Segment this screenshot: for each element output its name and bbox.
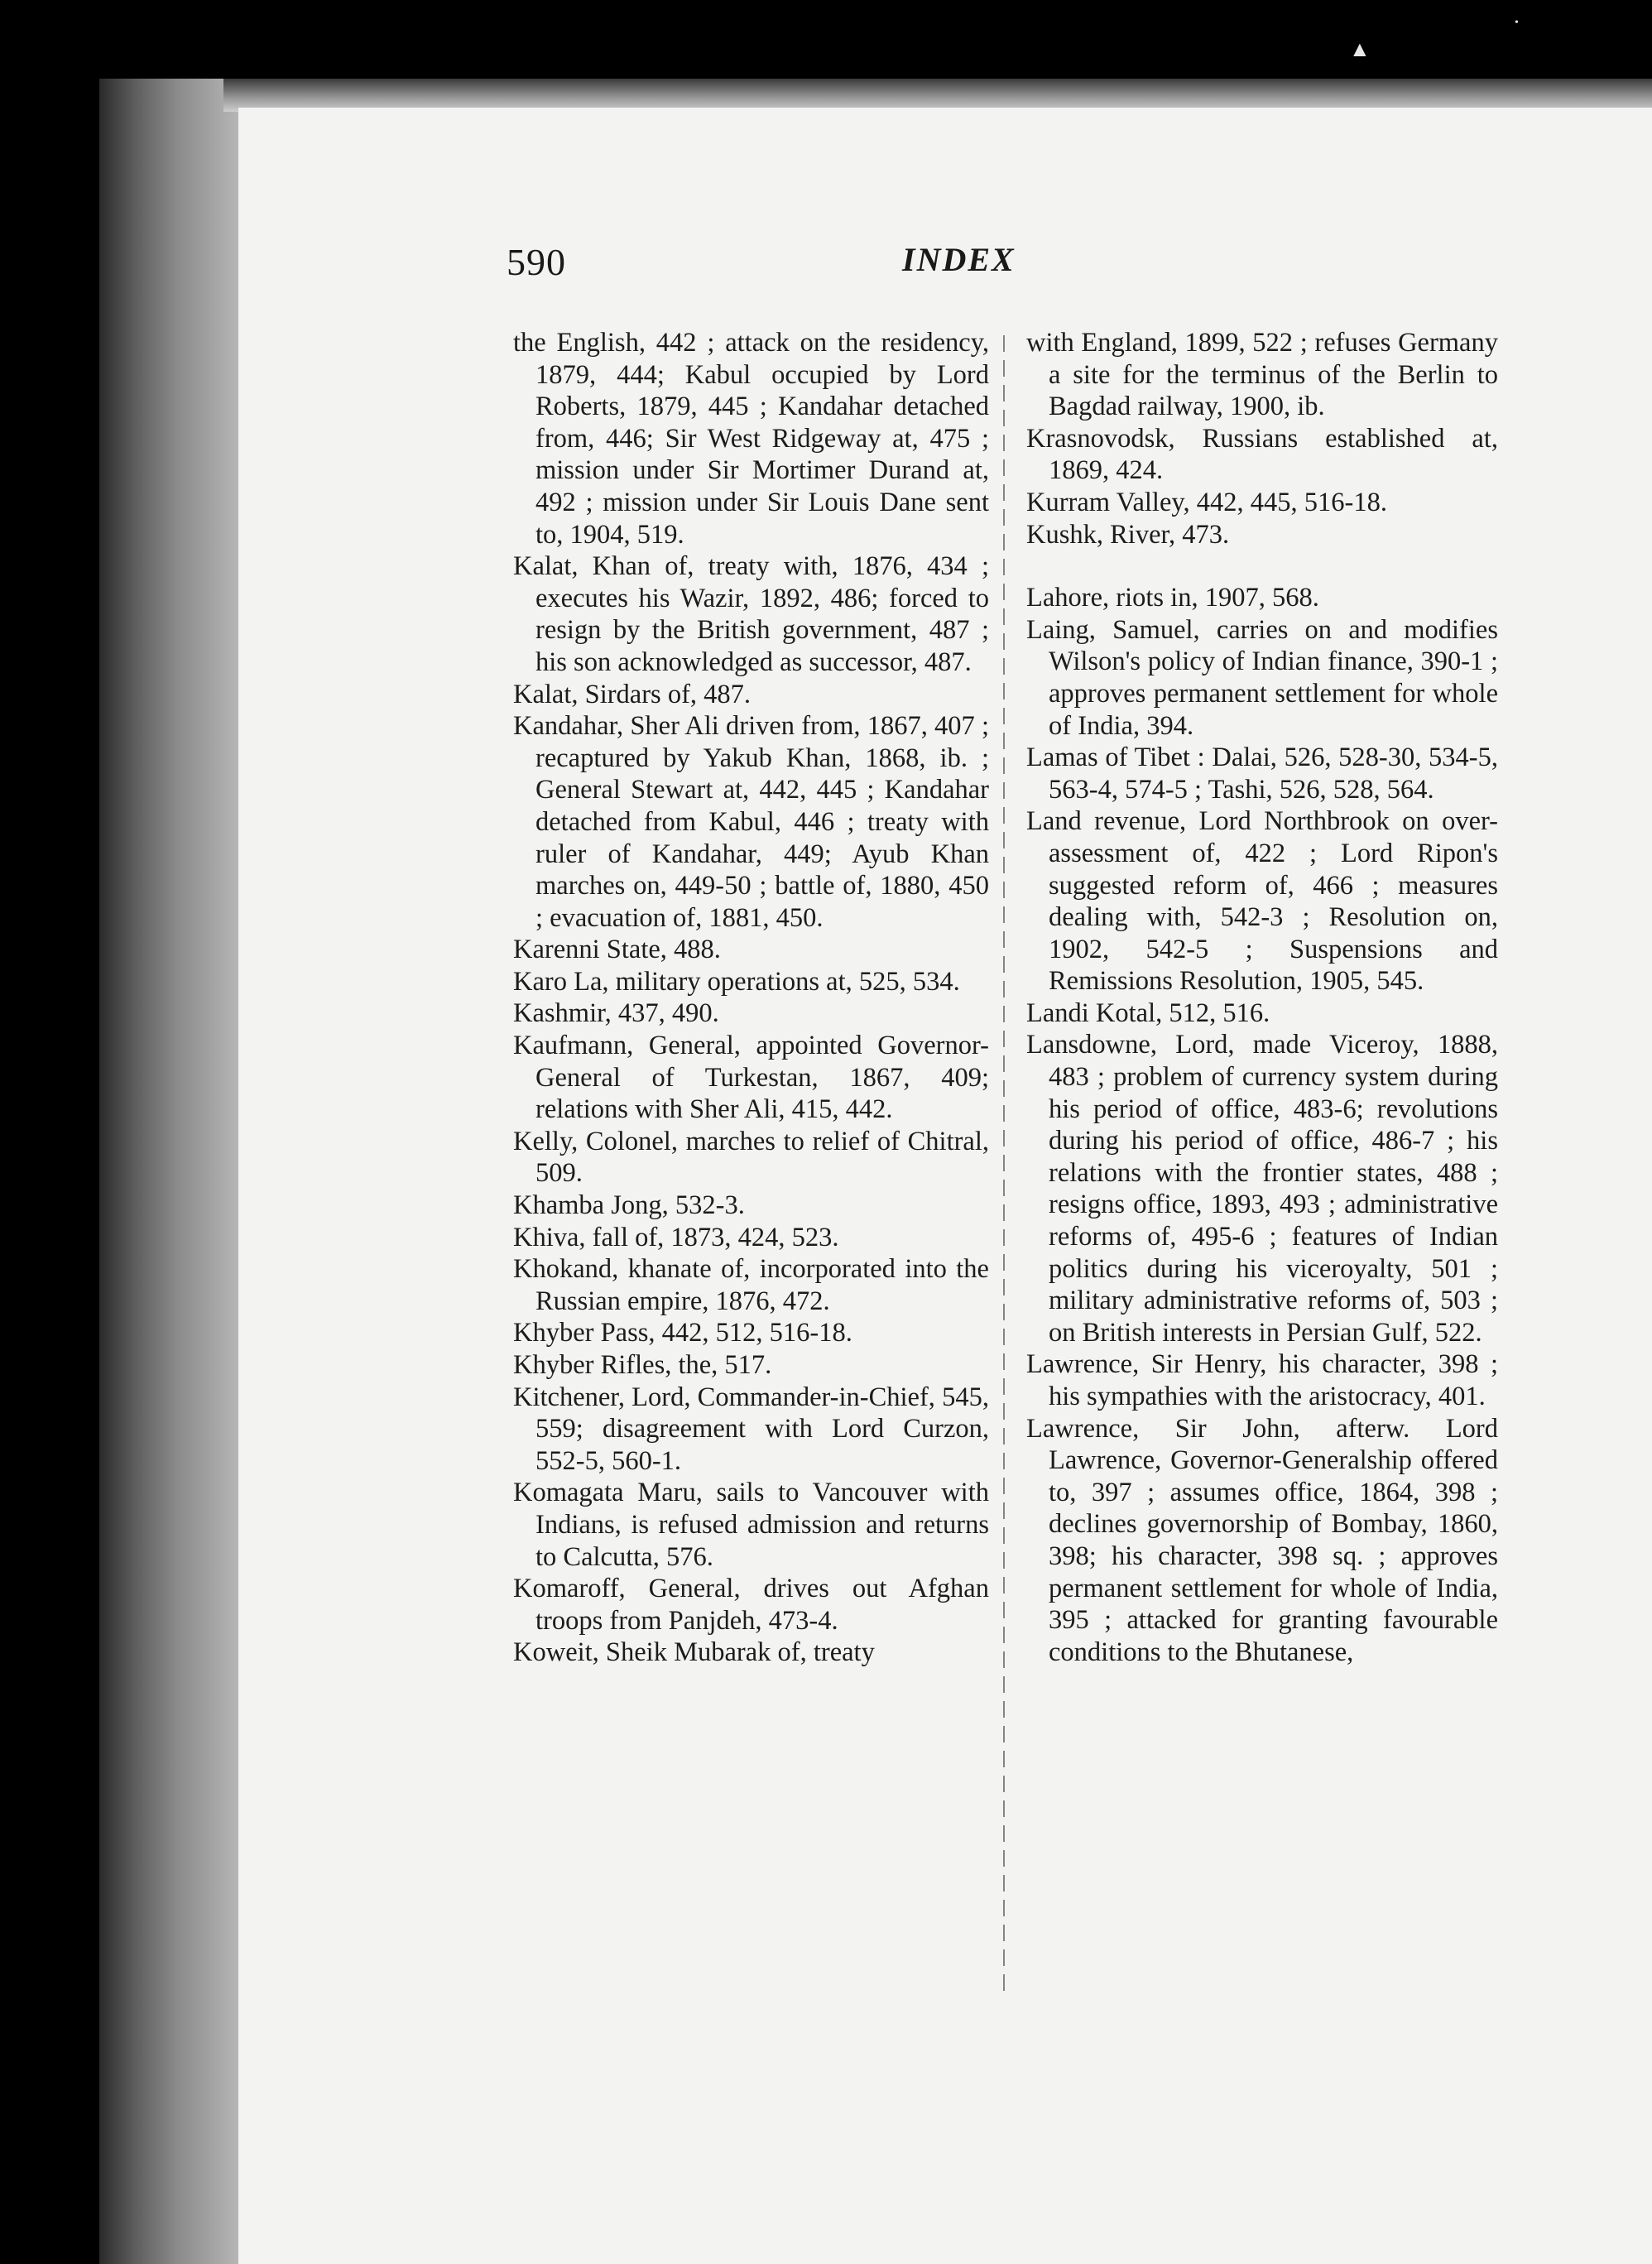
index-entry: the English, 442 ; attack on the residency, 1879, 444; Kabul occupied by Lord Roberts, 1879, 445 ; Kandahar detached from, 446; Sir West Ridgeway at, 475 ; mission under Sir Mortimer Durand at, 492 ; mission under Sir Louis Dane sent to, 1904, 519. bbox=[513, 328, 989, 550]
index-entry: Laing, Samuel, carries on and modifies Wilson's policy of Indian finance, 390-1 ; approves permanent settlement for whole of India, 394. bbox=[1026, 614, 1498, 741]
index-entry: with England, 1899, 522 ; refuses Germany a site for the terminus of the Berlin to Bagdad railway, 1900, ib. bbox=[1026, 328, 1498, 422]
index-entry: Kitchener, Lord, Commander-in-Chief, 545, 559; disagreement with Lord Curzon, 552-5, 560-1. bbox=[513, 1382, 989, 1476]
index-entry: Khamba Jong, 532-3. bbox=[513, 1190, 745, 1221]
index-entry: Komaroff, General, drives out Afghan troops from Panjdeh, 473-4. bbox=[513, 1574, 989, 1636]
index-entry: Khiva, fall of, 1873, 424, 523. bbox=[513, 1222, 839, 1252]
index-entry: Kalat, Sirdars of, 487. bbox=[513, 679, 752, 709]
index-entry: Lahore, riots in, 1907, 568. bbox=[1026, 583, 1319, 613]
index-entry: Komagata Maru, sails to Vancouver with Indians, is refused admission and returns to Calcutta, 576. bbox=[513, 1478, 989, 1572]
index-entry: Kandahar, Sher Ali driven from, 1867, 407 ; recaptured by Yakub Khan, 1868, ib. ; General Stewart at, 442, 445 ; Kandahar detached from Kabul, 446 ; treaty with ruler of Kandahar, 449; Ayub Khan marches on, 449-50 ; battle of, 1880, 450 ; evacuation of, 1881, 450. bbox=[513, 711, 989, 933]
index-entry: Karo La, military operations at, 525, 534. bbox=[513, 966, 960, 997]
index-entry: Khyber Pass, 442, 512, 516-18. bbox=[513, 1318, 852, 1348]
column-rule bbox=[1003, 335, 1005, 1995]
index-column-left bbox=[513, 327, 989, 1669]
index-entry: Lansdowne, Lord, made Viceroy, 1888, 483 ; problem of currency system during his period of office, 483-6; revolutions during his period of office, 486-7 ; his relations with the frontier states, 488 ; resigns office, 1893, 493 ; administrative reforms of, 495-6 ; features of Indian politics during his viceroyalty, 501 ; military administrative reforms of, 503 ; on British interests in Persian Gulf, 522. bbox=[1026, 1030, 1498, 1348]
index-entry: Kelly, Colonel, marches to relief of Chitral, 509. bbox=[513, 1126, 989, 1189]
index-entry: Kaufmann, General, appointed Governor-General of Turkestan, 1867, 409; relations with Sher Ali, 415, 442. bbox=[513, 1031, 989, 1125]
corner-mark-icon: ▲ bbox=[1349, 37, 1371, 61]
page-edge-shadow bbox=[99, 79, 240, 2264]
index-entry: Land revenue, Lord Northbrook on over-assessment of, 422 ; Lord Ripon's suggested reform of, 466 ; measures dealing with, 542-3 ; Resolution on, 1902, 542-5 ; Suspensions and Remissions Resolution, 1905, 545. bbox=[1026, 806, 1498, 997]
index-entry: Krasnovodsk, Russians established at, 1869, 424. bbox=[1026, 423, 1498, 486]
page-top-edge bbox=[223, 79, 1652, 112]
index-entry: Kashmir, 437, 490. bbox=[513, 998, 719, 1029]
dot-mark-icon: • bbox=[1515, 17, 1519, 29]
running-head: INDEX bbox=[902, 241, 1016, 278]
index-entry: Lawrence, Sir John, afterw. Lord Lawrence, Governor-Generalship offered to, 397 ; assumes office, 1864, 398 ; declines governorship of Bombay, 1860, 398; his character, 398 sq. ; approves permanent settlement for whole of India, 395 ; attacked for granting favourable conditions to the Bhutanese, bbox=[1026, 1413, 1498, 1667]
index-entry: Lawrence, Sir Henry, his character, 398 ; his sympathies with the aristocracy, 401. bbox=[1026, 1349, 1498, 1411]
index-entry: Khokand, khanate of, incorporated into the Russian empire, 1876, 472. bbox=[513, 1254, 989, 1316]
index-column-right bbox=[1026, 327, 1498, 1668]
index-entry: Landi Kotal, 512, 516. bbox=[1026, 997, 1270, 1028]
index-entry: Karenni State, 488. bbox=[513, 935, 721, 965]
index-entry: Kalat, Khan of, treaty with, 1876, 434 ; executes his Wazir, 1892, 486; forced to resign by the British government, 487 ; his son acknowledged as successor, 487. bbox=[513, 551, 989, 677]
index-entry: Lamas of Tibet : Dalai, 526, 528-30, 534-5, 563-4, 574-5 ; Tashi, 526, 528, 564. bbox=[1026, 743, 1498, 805]
index-entry: Kushk, River, 473. bbox=[1026, 519, 1230, 550]
index-entry: Kurram Valley, 442, 445, 516-18. bbox=[1026, 487, 1387, 517]
index-entry: Khyber Rifles, the, 517. bbox=[513, 1350, 772, 1380]
index-entry: Koweit, Sheik Mubarak of, treaty bbox=[513, 1637, 875, 1668]
page-number: 590 bbox=[507, 241, 566, 283]
